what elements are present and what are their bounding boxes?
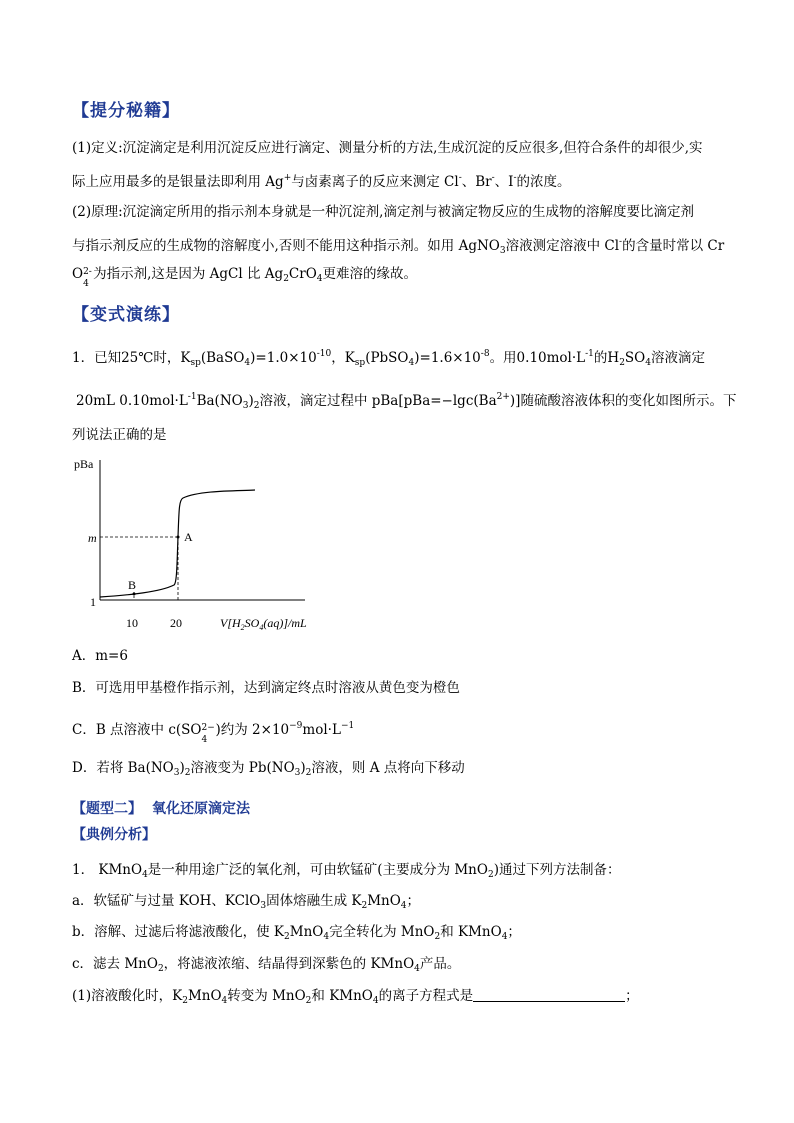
kmno4-step-c: c．滤去 MnO$_2$，将滤液浓缩、结晶得到深紫色的 KMnO$_4$产品。	[72, 956, 461, 974]
point-b-marker	[133, 593, 136, 596]
question-type-2-header: 【题型二】 氧化还原滴定法	[72, 801, 250, 817]
example-analysis-header: 【典例分析】	[72, 827, 156, 843]
y-tick-m: m	[88, 531, 97, 545]
pba-titration-graph	[70, 452, 340, 637]
answer-blank[interactable]	[473, 987, 625, 1002]
question-1-line-2: 20mL $0.10mol\cdot L^{-1}Ba(NO_3)_2$溶液，滴定过程中 $pBa[pBa=-\lg c(Ba^{2+})]$随硫酸溶液体积的变化如图所示。下	[76, 392, 737, 411]
point-b-label: B	[128, 578, 137, 592]
principle-line-3: O 2- 4 为指示剂,这是因为 AgCl 比 $Ag_2CrO_4$更难溶的缘故。	[72, 266, 418, 289]
titration-curve	[100, 490, 255, 597]
question-1-line-3: 列说法正确的是	[72, 427, 167, 443]
section-title-tips: 【提分秘籍】	[72, 101, 180, 121]
definition-line-1: (1)定义:沉淀滴定是利用沉淀反应进行滴定、测量分析的方法,生成沉淀的反应很多,但符合条件的却很少,实	[72, 140, 703, 156]
section-title-practice: 【变式演练】	[72, 305, 180, 325]
x-tick-10: 10	[126, 616, 138, 630]
x-tick-20: 20	[170, 616, 182, 630]
definition-line-2: 际上应用最多的是银量法即利用 Ag+与卤素离子的反应来测定 Cl-、Br-、I-的浓度。	[72, 173, 571, 190]
point-a-marker	[177, 536, 180, 539]
option-a: A．m=6	[72, 648, 128, 664]
option-c: C．B 点溶液中 c(SO 2− 4 )约为 $2\times 10^{-9}mol\cdot L^{-1}$	[72, 721, 355, 745]
principle-line-1: (2)原理:沉淀滴定所用的指示剂本身就是一种沉淀剂,滴定剂与被滴定物反应的生成物的溶解度要比滴定剂	[72, 204, 694, 220]
x-axis-label: $V[H_2SO_4(aq)]/mL$	[220, 616, 307, 632]
kmno4-step-a: a．软锰矿与过量 KOH、KClO$_3$固体熔融生成 $K_2MnO_4$；	[72, 893, 421, 911]
kmno4-question-1: (1)溶液酸化时，$K_2MnO_4$转变为 MnO$_2$和 KMnO$_4$的离子方程式是 ；	[72, 988, 639, 1006]
point-a-label: A	[184, 530, 193, 544]
principle-line-2: 与指示剂反应的生成物的溶解度小,否则不能用这种指示剂。如用 AgNO$_3$溶液测定溶液中 Cl-的含量时常以 Cr	[72, 237, 725, 256]
option-d: D．若将 $Ba(NO_3)_2$溶液变为 $Pb(NO_3)_2$溶液，则 A 点将向下移动	[72, 760, 465, 778]
option-b: B．可选用甲基橙作指示剂，达到滴定终点时溶液从黄色变为橙色	[72, 680, 460, 696]
kmno4-step-b: b．溶解、过滤后将滤液酸化，使 $K_2MnO_4$完全转化为 MnO$_2$和 KMnO$_4$；	[72, 924, 521, 942]
kmno4-intro: 1． KMnO$_4$是一种用途广泛的氧化剂，可由软锰矿(主要成分为 MnO$_2$)通过下列方法制备：	[72, 862, 621, 880]
y-axis-label: pBa	[74, 457, 94, 471]
question-1-line-1: 1．已知25℃时，$K_{sp}(BaSO_4)=1.0\times 10^{-10}$，$K_{sp}(PbSO_4)=1.6\times 10^{-8}$。用$0.10mol\cdot L^{-1}$的$H_2SO_4$溶液滴定	[72, 349, 705, 368]
y-tick-1: 1	[90, 595, 96, 609]
